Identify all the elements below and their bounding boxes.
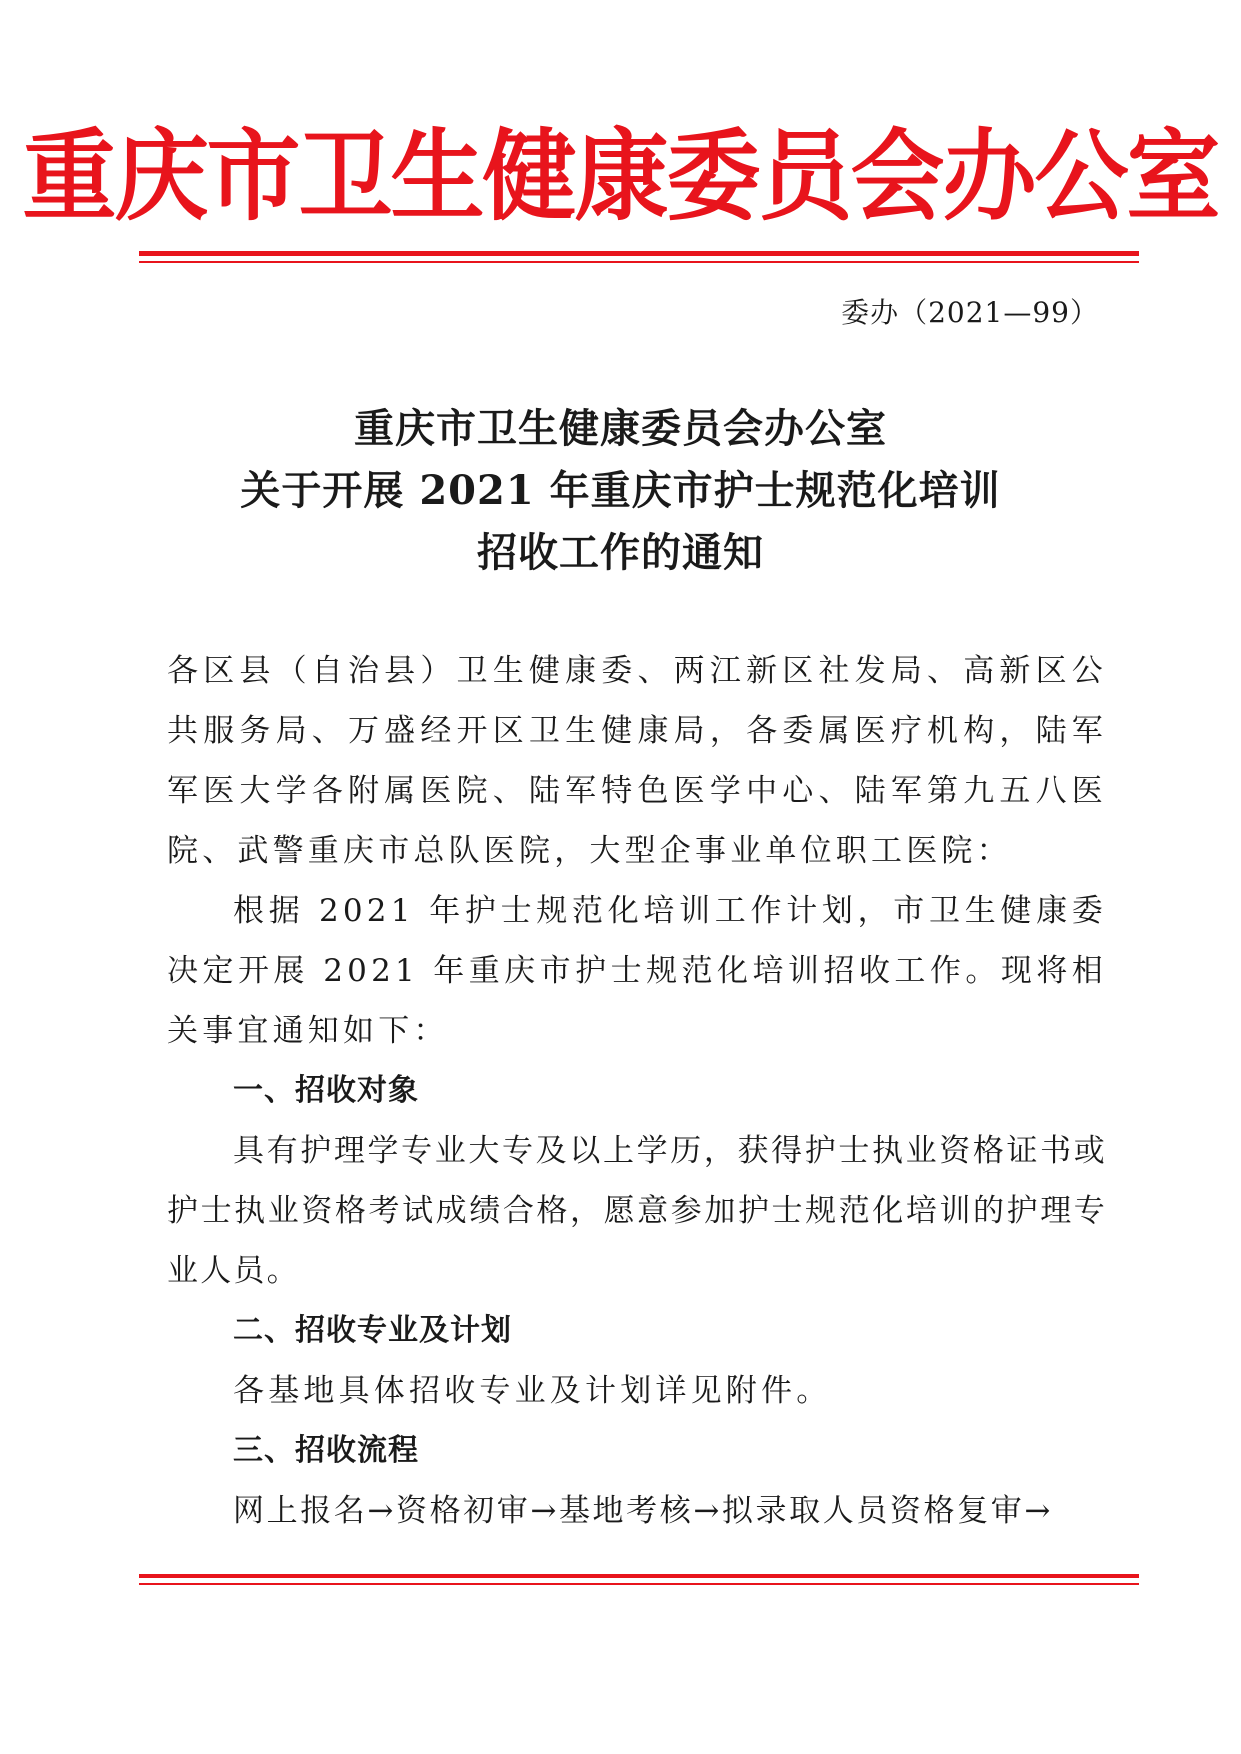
section-heading-plan: 二、招收专业及计划 xyxy=(233,1313,512,1348)
header-rule-thick xyxy=(139,251,1139,256)
document-number: 委办（2021—99） xyxy=(841,296,1099,329)
document-body xyxy=(167,641,1107,1541)
section-text-plan: 各基地具体招收专业及计划详见附件。 xyxy=(233,1373,832,1409)
section-text-targets: 具有护理学专业大专及以上学历，获得护士执业资格证书或护士执业资格考试成绩合格，愿意参加护士规范化培训的护理专业人员。 xyxy=(167,1133,1107,1289)
title-line-2: 关于开展 2021 年重庆市护士规范化培训 xyxy=(240,467,1001,514)
masthead-title: 重庆市卫生健康委员会办公室 xyxy=(22,120,1219,235)
section-heading-targets: 一、招收对象 xyxy=(233,1073,419,1108)
title-line-3: 招收工作的通知 xyxy=(477,529,764,576)
title-line-1: 重庆市卫生健康委员会办公室 xyxy=(354,405,887,452)
intro-paragraph: 根据 2021 年护士规范化培训工作计划，市卫生健康委决定开展 2021 年重庆市护士规范化培训招收工作。现将相关事宜通知如下： xyxy=(167,893,1107,1049)
addressee-paragraph: 各区县（自治县）卫生健康委、两江新区社发局、高新区公共服务局、万盛经开区卫生健康局，各委属医疗机构，陆军军医大学各附属医院、陆军特色医学中心、陆军第九五八医院、武警重庆市总队医院，大型企事业单位职工医院： xyxy=(167,653,1107,869)
footer-rule-thick xyxy=(139,1574,1139,1578)
footer-rule-thin xyxy=(139,1583,1139,1585)
document-title xyxy=(0,398,1241,584)
section-text-process: 网上报名→资格初审→基地考核→拟录取人员资格复审→ xyxy=(233,1493,1053,1529)
header-rule-thin xyxy=(139,261,1139,263)
section-heading-process: 三、招收流程 xyxy=(233,1433,419,1468)
